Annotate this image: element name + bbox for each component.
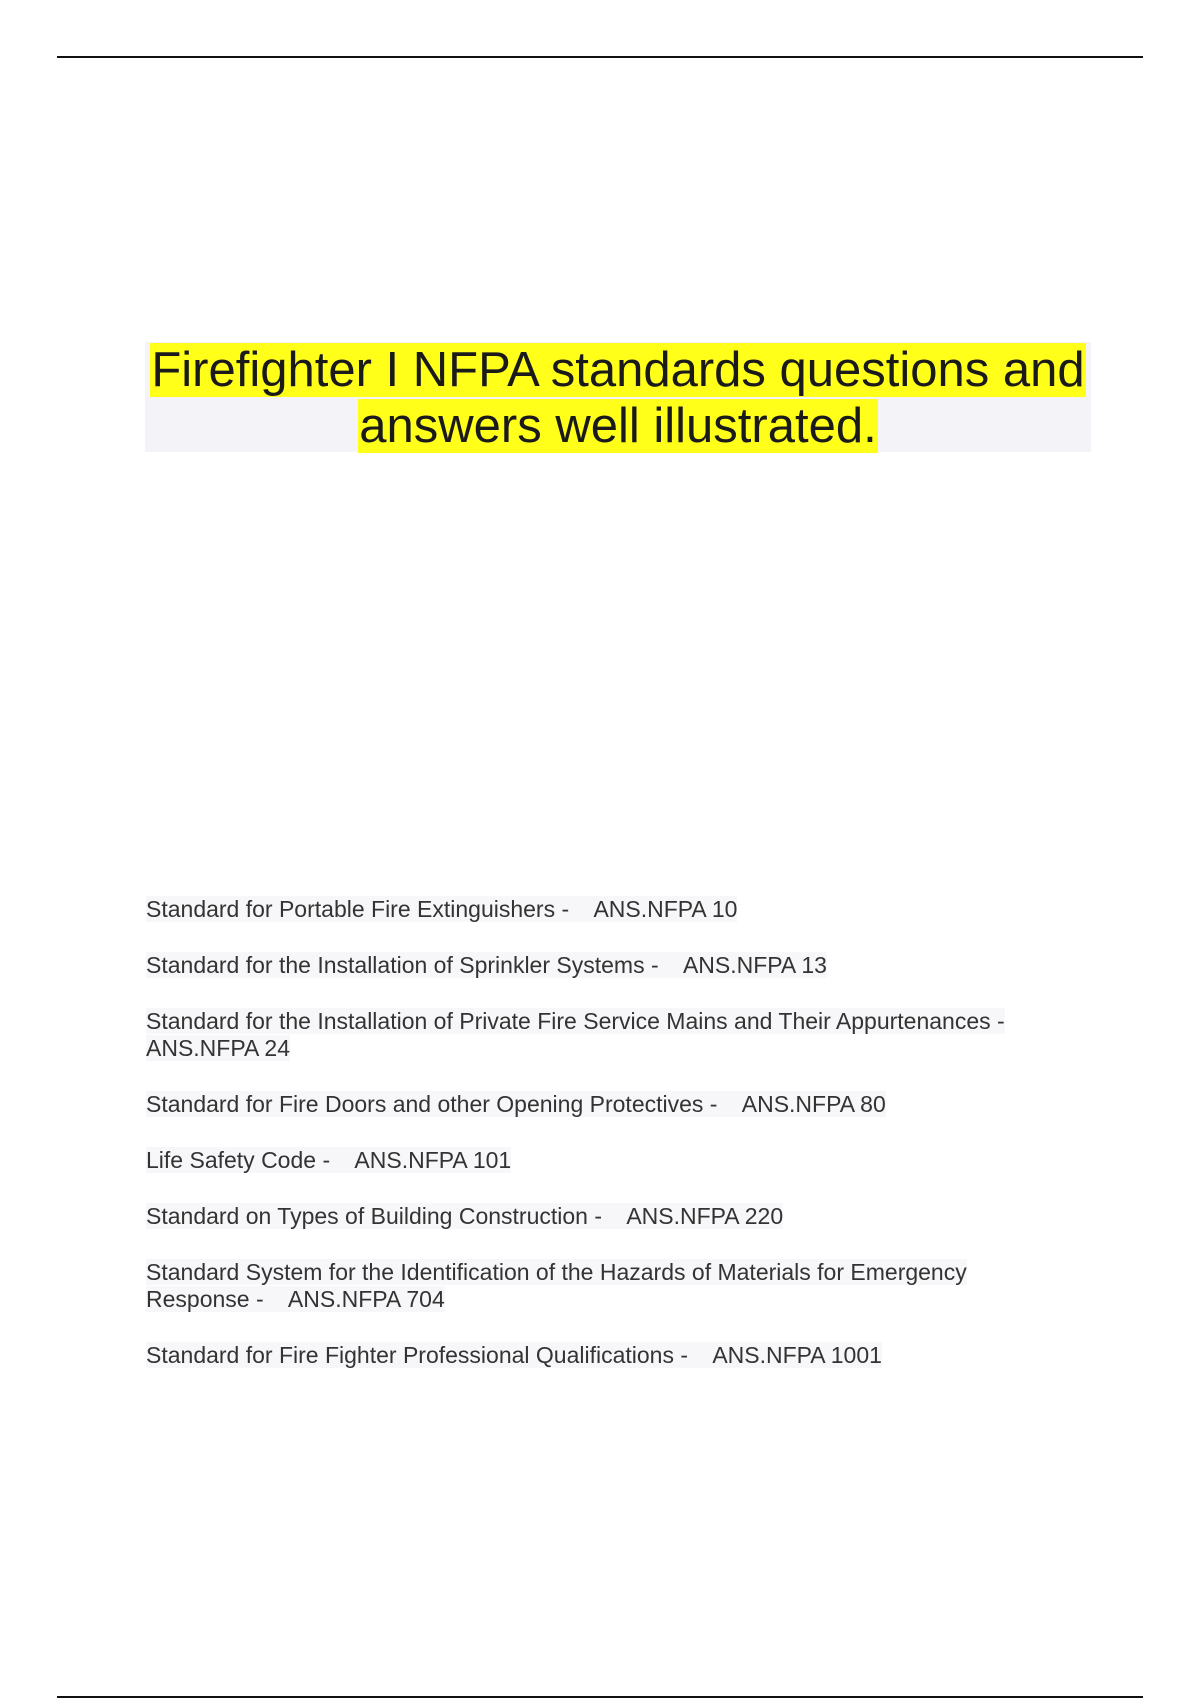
qa-list [146,896,1066,1398]
title-line-2: answers well illustrated. [359,399,877,453]
qa-answer: ANS.NFPA 24 [146,1035,291,1061]
qa-question: Standard for the Installation of Private Fire Service Mains and Their Appurtenances - [146,1008,1005,1034]
title-line-1: Firefighter I NFPA standards questions and [151,343,1085,397]
qa-item [146,1342,1066,1369]
qa-question: Standard for the Installation of Sprinkler Systems - [146,952,659,978]
qa-question: Standard for Fire Fighter Professional Qualifications - [146,1342,689,1368]
qa-answer: ANS.NFPA 1001 [712,1342,882,1368]
qa-item [146,1259,1066,1313]
qa-item [146,896,1066,923]
qa-question: Standard for Portable Fire Extinguishers - [146,896,570,922]
qa-item [146,952,1066,979]
bottom-rule [57,1696,1143,1698]
qa-question: Life Safety Code - [146,1147,331,1173]
top-rule [57,56,1143,58]
qa-question: Standard System for the Identification of the Hazards of Materials for Emergency Response - [146,1259,967,1312]
qa-question: Standard on Types of Building Construction - [146,1203,603,1229]
qa-answer: ANS.NFPA 101 [354,1147,512,1173]
qa-item [146,1147,1066,1174]
qa-answer: ANS.NFPA 704 [287,1286,445,1312]
qa-answer: ANS.NFPA 10 [593,896,738,922]
qa-question: Standard for Fire Doors and other Opening Protectives - [146,1091,718,1117]
qa-item [146,1008,1066,1062]
qa-item [146,1203,1066,1230]
qa-answer: ANS.NFPA 220 [626,1203,784,1229]
qa-answer: ANS.NFPA 13 [682,952,827,978]
qa-item [146,1091,1066,1118]
qa-answer: ANS.NFPA 80 [741,1091,886,1117]
document-title [145,342,1091,452]
